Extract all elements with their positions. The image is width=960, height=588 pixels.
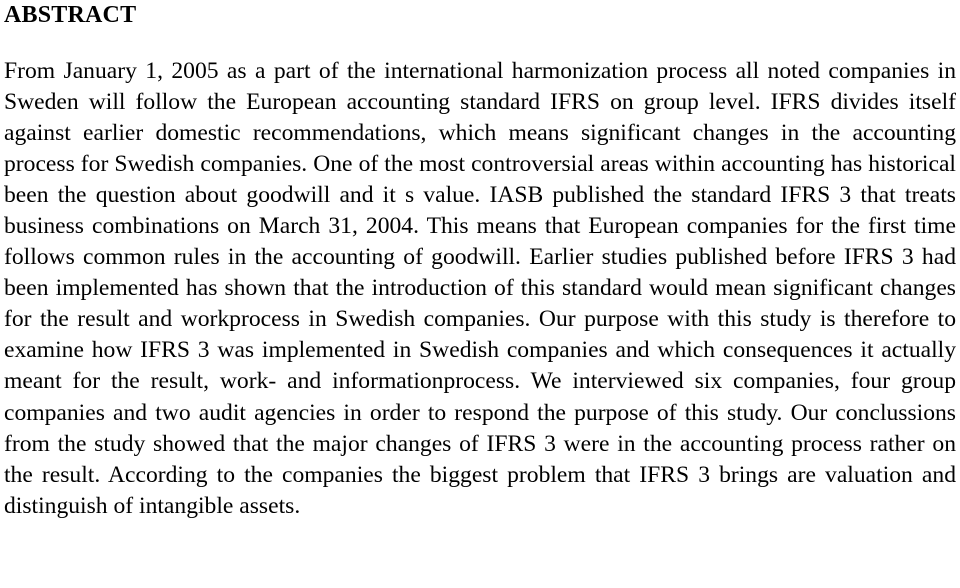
abstract-heading: ABSTRACT [4,2,137,28]
abstract-paragraph: From January 1, 2005 as a part of the international harmonization process all noted companies in Sweden will follow the European accounting standard IFRS on group level. IFRS divides itself against earlier domestic recommendations, which means significant changes in the accounting process for Swedish companies. One of the most controversial areas within accounting has historical been the question about goodwill and it s value. IASB published the standard IFRS 3 that treats business combinations on March 31, 2004. This means that European companies for the first time follows common rules in the accounting of goodwill. Earlier studies published before IFRS 3 had been implemented has shown that the introduction of this standard would mean significant changes for the result and workprocess in Swedish companies. Our purpose with this study is therefore to examine how IFRS 3 was implemented in Swedish companies and which consequences it actually meant for the result, work- and informationprocess. We interviewed six companies, four group companies and two audit agencies in order to respond the purpose of this study. Our conclussions from the study showed that the major changes of IFRS 3 were in the accounting process rather on the result. According to the companies the biggest problem that IFRS 3 brings are valuation and distinguish of intangible assets. [4,58,956,519]
